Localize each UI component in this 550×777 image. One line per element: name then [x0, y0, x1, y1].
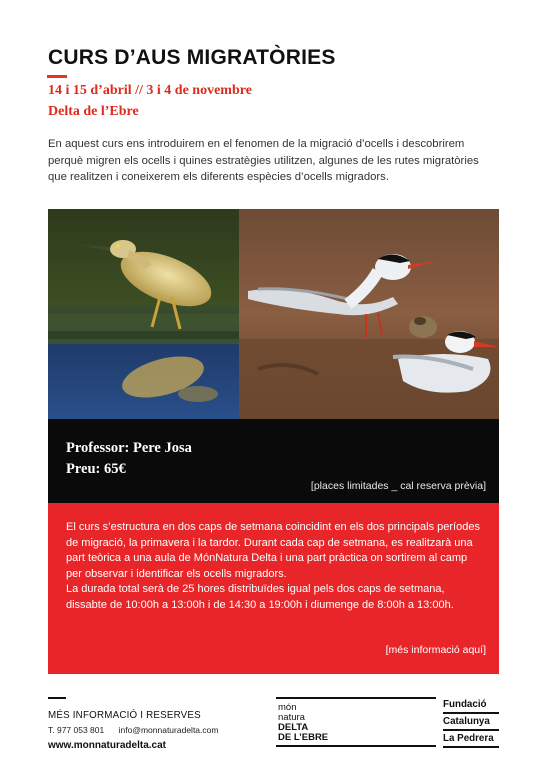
professor-label: Professor: Pere Josa	[66, 440, 192, 456]
photo-strip	[48, 209, 499, 419]
email-address[interactable]: info@monnaturadelta.com	[118, 725, 219, 735]
places-note: [places limitades _ cal reserva prèvia]	[310, 480, 486, 492]
website-link[interactable]: www.monnaturadelta.cat	[48, 740, 166, 751]
footer-title: MÉS INFORMACIÓ I RESERVES	[48, 710, 201, 721]
phone-number[interactable]: T. 977 053 801	[48, 725, 105, 735]
more-info-link[interactable]: [més informació aquí]	[385, 644, 486, 656]
details-paragraph	[66, 520, 486, 613]
monnatura-logo: món natura DELTA DE L’EBRE	[276, 697, 438, 749]
course-dates: 14 i 15 d’abril // 3 i 4 de novembre	[48, 83, 252, 98]
footer-divider	[48, 697, 66, 699]
intro-paragraph: En aquest curs ens introduirem en el fenomen de la migració d’ocells i descobrirem perquè migren els ocells i quines estratègies utilitzen, algunes de les rutes migratòries que realitzen i coneixerem els diferents espècies d’ocells migradors.	[48, 138, 479, 183]
page-title: CURS D’AUS MIGRATÒRIES	[48, 46, 336, 69]
details-text-1: El curs s’estructura en dos caps de setmana coincidint en els dos principals períodes de migració, la primavera i la tardor. Durant cada cap de setmana, es realitzarà una part teòrica a una aula de MónNatura Delta i una part pràctica on sortirem al camp per observar i identificar els ocells migradors.	[66, 521, 480, 580]
bird-photos	[48, 209, 499, 419]
accent-divider	[47, 75, 67, 78]
price-label: Preu: 65€	[66, 461, 126, 477]
heron-photo	[48, 209, 239, 419]
footer-contact	[48, 725, 230, 735]
course-location: Delta de l’Ebre	[48, 104, 139, 119]
tern-photo	[239, 209, 499, 419]
fundacio-logo: Fundació Catalunya La Pedrera	[443, 697, 499, 749]
details-text-2: La durada total serà de 25 hores distribuïdes igual pels dos caps de setmana, dissabte de 10:00h a 13:00h i de 14:30 a 19:00h i diumenge de 8:00h a 13:00h.	[66, 583, 454, 611]
